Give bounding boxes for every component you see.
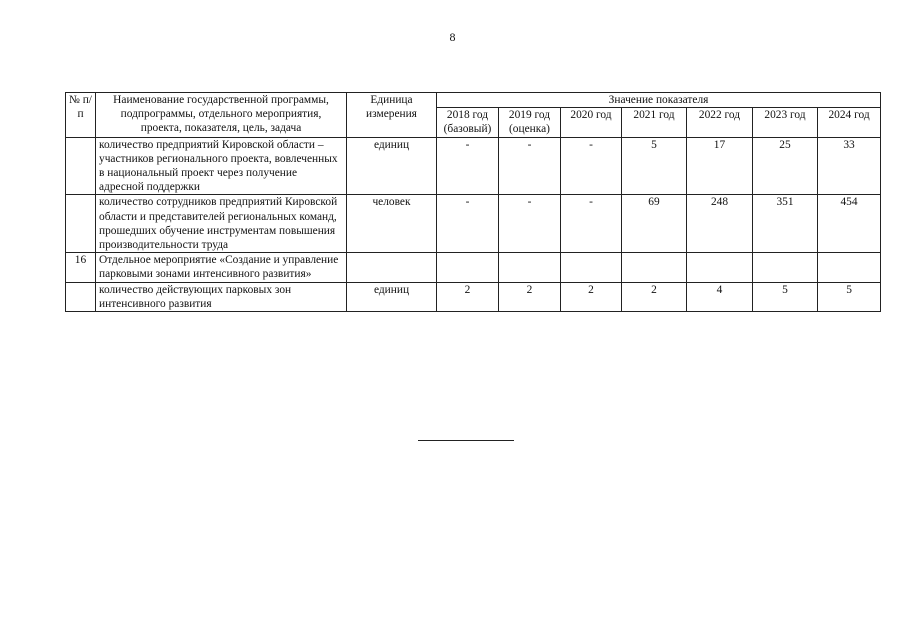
indicators-table (65, 92, 881, 312)
header-value-group: Значение показателя (437, 93, 881, 108)
table-header (66, 93, 881, 138)
header-year: 2024 год (818, 108, 881, 137)
row-name: Отдельное мероприятие «Создание и управление парковыми зонами интенсивного развития» (96, 253, 347, 282)
row-unit (347, 253, 437, 282)
row-value (437, 253, 499, 282)
closing-rule-divider (418, 440, 514, 441)
header-year: 2022 год (687, 108, 753, 137)
row-value: 33 (818, 137, 881, 195)
row-unit: единиц (347, 137, 437, 195)
row-value (622, 253, 687, 282)
table-row (66, 137, 881, 195)
table-row (66, 195, 881, 253)
row-num (66, 195, 96, 253)
header-year: 2023 год (753, 108, 818, 137)
row-value: - (561, 195, 622, 253)
row-value: 248 (687, 195, 753, 253)
row-value (687, 253, 753, 282)
row-num: 16 (66, 253, 96, 282)
row-value: - (437, 195, 499, 253)
row-value: - (561, 137, 622, 195)
row-value: 2 (622, 282, 687, 311)
header-year: 2018 год (базовый) (437, 108, 499, 137)
row-value: 2 (437, 282, 499, 311)
row-value (561, 253, 622, 282)
row-value: - (437, 137, 499, 195)
row-value: 25 (753, 137, 818, 195)
row-unit: единиц (347, 282, 437, 311)
row-value: 17 (687, 137, 753, 195)
row-value: - (499, 137, 561, 195)
row-value: 2 (561, 282, 622, 311)
row-num (66, 137, 96, 195)
row-name: количество сотрудников предприятий Кировской области и представителей региональных команд, прошедших обучение инструментам повышения производительности труда (96, 195, 347, 253)
row-value: 5 (622, 137, 687, 195)
row-value: 2 (499, 282, 561, 311)
row-value: 4 (687, 282, 753, 311)
row-unit: человек (347, 195, 437, 253)
row-value (499, 253, 561, 282)
header-name: Наименование государственной программы, подпрограммы, отдельного мероприятия, проекта, показателя, цель, задача (96, 93, 347, 138)
row-value: 5 (818, 282, 881, 311)
row-value: 69 (622, 195, 687, 253)
row-value (753, 253, 818, 282)
row-value: 351 (753, 195, 818, 253)
table-row (66, 282, 881, 311)
row-value (818, 253, 881, 282)
row-value: - (499, 195, 561, 253)
row-name: количество действующих парковых зон интенсивного развития (96, 282, 347, 311)
header-year: 2019 год (оценка) (499, 108, 561, 137)
table-row (66, 253, 881, 282)
row-num (66, 282, 96, 311)
header-year: 2020 год (561, 108, 622, 137)
header-unit: Единица измерения (347, 93, 437, 138)
row-name: количество предприятий Кировской области – участников регионального проекта, вовлеченных в национальный проект через получение адресной поддержки (96, 137, 347, 195)
row-value: 5 (753, 282, 818, 311)
row-value: 454 (818, 195, 881, 253)
page-number: 8 (449, 30, 456, 44)
header-year: 2021 год (622, 108, 687, 137)
header-num: № п/п (66, 93, 96, 138)
